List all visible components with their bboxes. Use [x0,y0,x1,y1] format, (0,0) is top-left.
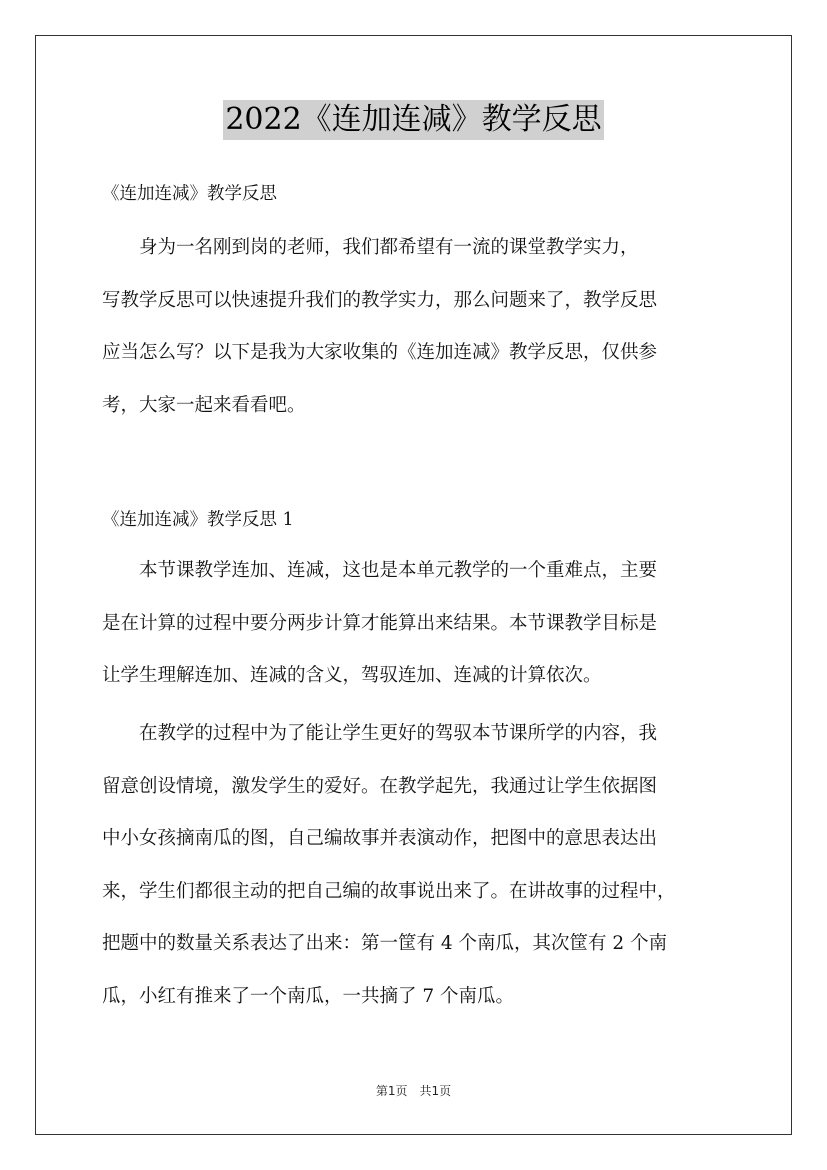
paragraph-line: 中小女孩摘南瓜的图，自己编故事并表演动作，把图中的意思表达出 [102,828,658,849]
intro-line: 写教学反思可以快速提升我们的教学实力，那么问题来了，教学反思 [102,289,658,311]
paragraph-line: 瓜，小红有推来了一个南瓜，一共摘了 7 个南瓜。 [102,985,515,1007]
paragraph-line: 是在计算的过程中要分两步计算才能算出来结果。本节课教学目标是 [102,612,658,634]
paragraph-line: 来，学生们都很主动的把自己编的故事说出来了。在讲故事的过程中， [102,880,676,902]
intro-line: 身为一名刚到岗的老师，我们都希望有一流的课堂教学实力， [102,237,639,258]
section-paragraph-2 [102,708,742,1023]
intro-line: 考，大家一起来看看吧。 [102,394,306,416]
paragraph-line: 本节课教学连加、连减，这也是本单元教学的一个重难点，主要 [102,560,658,581]
title-container [0,100,827,140]
document-subtitle: 《连加连减》教学反思 [102,184,277,204]
page-footer: 第1页 共1页 [375,1084,452,1098]
paragraph-line: 把题中的数量关系表达了出来：第一筐有 4 个南瓜，其次筐有 2 个南 [102,933,668,954]
intro-paragraph [102,222,742,432]
intro-line: 应当怎么写？以下是我为大家收集的《连加连减》教学反思，仅供参 [102,342,658,363]
paragraph-line: 在教学的过程中为了能让学生更好的驾驭本节课所学的内容，我 [102,723,658,744]
document-title: 2022《连加连减》教学反思 [223,100,603,140]
section-paragraph-1 [102,545,742,703]
paragraph-line: 留意创设情境，激发学生的爱好。在教学起先，我通过让学生依据图 [102,775,658,797]
paragraph-line: 让学生理解连加、连减的含义，驾驭连加、连减的计算依次。 [102,665,602,686]
section-heading: 《连加连减》教学反思 1 [102,510,294,530]
